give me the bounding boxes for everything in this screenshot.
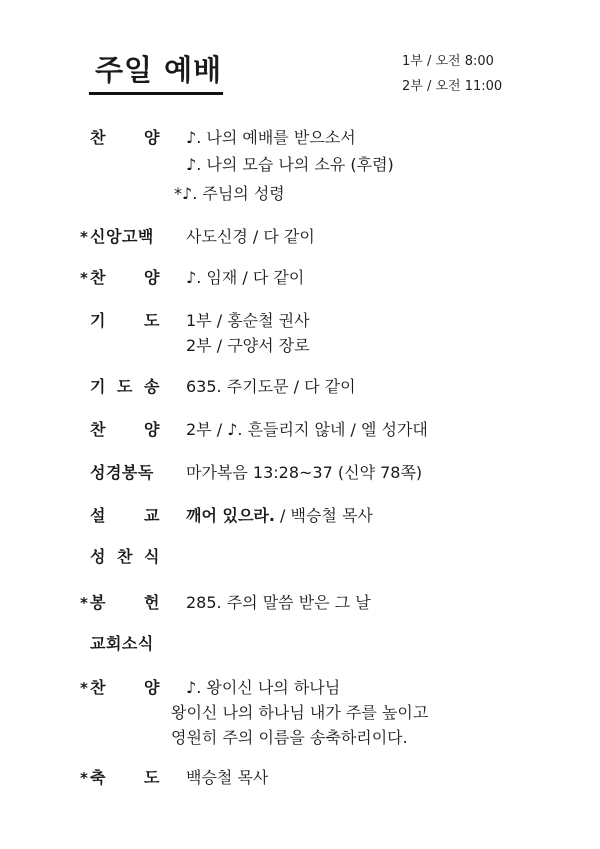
order-label-char: 성 xyxy=(90,547,106,566)
order-line: ♪. 나의 모습 나의 소유 (후렴) xyxy=(186,155,394,174)
order-label xyxy=(90,676,160,700)
order-label xyxy=(90,591,160,615)
order-label: 성경봉독 xyxy=(90,463,154,482)
star-mark: * xyxy=(80,269,88,287)
order-label-char: 양 xyxy=(144,128,160,147)
order-label-char: 도 xyxy=(144,768,160,787)
order-label-char: 찬 xyxy=(90,268,106,287)
order-label-char: 식 xyxy=(144,547,160,566)
order-item-confession xyxy=(80,225,560,249)
order-line: 2부 / ♪. 흔들리지 않네 / 엘 성가대 xyxy=(186,420,428,439)
order-item-scripture xyxy=(80,461,560,485)
order-label xyxy=(90,266,160,290)
order-label-char: 도 xyxy=(117,377,133,396)
order-label xyxy=(90,766,160,790)
order-item-sermon xyxy=(80,504,560,528)
order-label xyxy=(90,418,160,442)
order-label xyxy=(90,504,160,528)
order-label-char: 기 xyxy=(90,311,106,330)
order-item-choir xyxy=(80,418,560,442)
service-time-first: 1부 / 오전 8:00 xyxy=(402,54,494,69)
order-line: 2부 / 구양서 장로 xyxy=(186,336,310,355)
order-line: 1부 / 홍순철 권사 xyxy=(186,311,310,330)
sermon-preacher: / 백승철 목사 xyxy=(274,506,373,525)
title-underline xyxy=(89,92,223,95)
page-title: 주일 예배 xyxy=(95,53,223,87)
order-label-char: 설 xyxy=(90,506,106,525)
order-line: *♪. 주님의 성령 xyxy=(174,184,285,203)
sermon-line xyxy=(186,504,373,528)
star-mark: * xyxy=(80,228,88,246)
order-item-hymn-2 xyxy=(80,266,560,290)
order-label xyxy=(90,126,160,150)
order-label-char: 찬 xyxy=(117,547,133,566)
order-item-hymn xyxy=(80,126,560,203)
order-item-benediction xyxy=(80,766,560,790)
order-line: 왕이신 나의 하나님 내가 주를 높이고 xyxy=(171,703,429,722)
order-label xyxy=(90,545,160,569)
order-label-char: 양 xyxy=(144,420,160,439)
order-label: 교회소식 xyxy=(90,634,154,653)
order-label: 신앙고백 xyxy=(90,227,154,246)
order-line: 마가복음 13:28~37 (신약 78쪽) xyxy=(186,463,423,482)
order-item-prayer xyxy=(80,309,560,355)
order-line: 635. 주기도문 / 다 같이 xyxy=(186,377,356,396)
order-label xyxy=(90,375,160,399)
order-label-char: 교 xyxy=(144,506,160,525)
order-line: 백승철 목사 xyxy=(186,768,269,787)
order-label-char: 축 xyxy=(90,768,106,787)
order-label-char: 봉 xyxy=(90,593,106,612)
order-label-char: 기 xyxy=(90,377,106,396)
order-label xyxy=(90,309,160,333)
star-mark: * xyxy=(80,679,88,697)
order-line: ♪. 나의 예배를 받으소서 xyxy=(186,128,356,147)
order-line: ♪. 임재 / 다 같이 xyxy=(186,268,305,287)
order-item-hymn-3 xyxy=(80,676,560,747)
order-label-char: 헌 xyxy=(144,593,160,612)
order-line: ♪. 왕이신 나의 하나님 xyxy=(186,678,341,697)
order-line: 영원히 주의 이름을 송축하리이다. xyxy=(171,728,408,747)
order-label-char: 양 xyxy=(144,678,160,697)
order-item-news xyxy=(80,632,560,656)
star-mark: * xyxy=(80,594,88,612)
order-label-char: 송 xyxy=(144,377,160,396)
order-label-char: 양 xyxy=(144,268,160,287)
service-time-second: 2부 / 오전 11:00 xyxy=(402,79,503,94)
star-mark: * xyxy=(80,769,88,787)
order-label-char: 도 xyxy=(144,311,160,330)
order-item-communion xyxy=(80,545,560,569)
order-label-char: 찬 xyxy=(90,128,106,147)
order-line: 사도신경 / 다 같이 xyxy=(186,227,315,246)
order-line: 285. 주의 말씀 받은 그 날 xyxy=(186,593,371,612)
order-item-offering xyxy=(80,591,560,615)
order-item-prayer-song xyxy=(80,375,560,399)
order-label-char: 찬 xyxy=(90,420,106,439)
order-label-char: 찬 xyxy=(90,678,106,697)
sermon-title: 깨어 있으라. xyxy=(186,506,275,525)
